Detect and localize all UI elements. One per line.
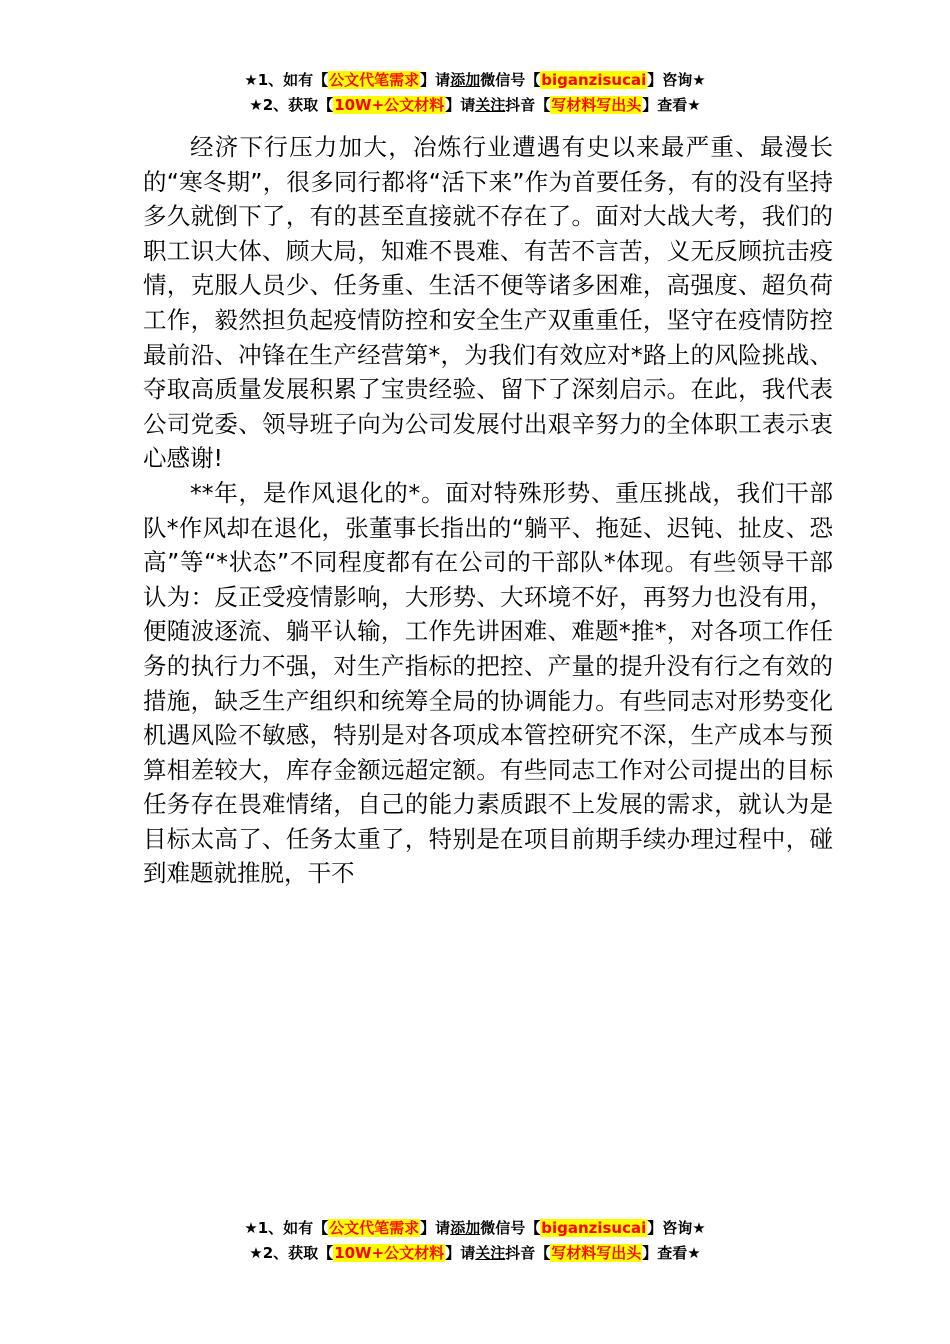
highlight-materials: 10W+公文材料	[334, 96, 445, 114]
banner-text: ★1、如有【	[244, 71, 329, 89]
banner-text: 】查看★	[642, 1244, 701, 1262]
underlined-text: 关注	[475, 1244, 506, 1262]
underlined-text: 关注	[475, 96, 506, 114]
banner-text: 微信号【	[480, 71, 541, 89]
banner-text: 】查看★	[642, 96, 701, 114]
banner-text: ★2、获取【	[249, 1244, 334, 1262]
header-banner	[0, 68, 950, 118]
paragraph: 经济下行压力加大，冶炼行业遭遇有史以来最严重、最漫长的“寒冬期”，很多同行都将“活下来”作为首要任务，有的没有坚持多久就倒下了，有的甚至直接就不存在了。面对大战大考，我们的职工识大体、顾大局，知难不畏难、有苦不言苦，义无反顾抗击疫情，克服人员少、任务重、生活不便等诸多困难，高强度、超负荷工作，毅然担负起疫情防控和安全生产双重重任，坚守在疫情防控最前沿、冲锋在生产经营第*，为我们有效应对*路上的风险挑战、夺取高质量发展积累了宝贵经验、留下了深刻启示。在此，我代表公司党委、领导班子向为公司发展付出艰辛努力的全体职工表示衷心感谢!	[143, 133, 833, 473]
banner-text: 抖音【	[505, 96, 551, 114]
banner-line-2	[0, 1241, 950, 1266]
banner-text: 】请	[445, 96, 476, 114]
banner-text: 微信号【	[480, 1219, 541, 1237]
footer-banner	[0, 1216, 950, 1266]
banner-text: 抖音【	[505, 1244, 551, 1262]
banner-text: ★1、如有【	[244, 1219, 329, 1237]
underlined-text: 添加	[450, 71, 481, 89]
banner-text: 】咨询★	[647, 1219, 706, 1237]
banner-text: 】请	[445, 1244, 476, 1262]
document-body	[143, 130, 833, 891]
underlined-text: 添加	[450, 1219, 481, 1237]
banner-line-1	[0, 68, 950, 93]
highlight-douyin-account: 写材料写出头	[551, 1244, 642, 1262]
banner-line-2	[0, 93, 950, 118]
banner-line-1	[0, 1216, 950, 1241]
banner-text: ★2、获取【	[249, 96, 334, 114]
banner-text: 】请	[420, 1219, 451, 1237]
highlight-service: 公文代笔需求	[329, 1219, 420, 1237]
banner-text: 】咨询★	[647, 71, 706, 89]
highlight-service: 公文代笔需求	[329, 71, 420, 89]
banner-text: 】请	[420, 71, 451, 89]
highlight-douyin-account: 写材料写出头	[551, 96, 642, 114]
highlight-wechat-id: biganzisucai	[541, 1219, 647, 1237]
paragraph: **年，是作风退化的*。面对特殊形势、重压挑战，我们干部队*作风却在退化，张董事长指出的“躺平、拖延、迟钝、扯皮、恐高”等“*状态”不同程度都有在公司的干部队*体现。有些领导干部认为：反正受疫情影响，大形势、大环境不好，再努力也没有用，便随波逐流、躺平认输，工作先讲困难、难题*推*，对各项工作任务的执行力不强，对生产指标的把控、产量的提升没有行之有效的措施，缺乏生产组织和统筹全局的协调能力。有些同志对形势变化机遇风险不敏感，特别是对各项成本管控研究不深，生产成本与预算相差较大，库存金额远超定额。有些同志工作对公司提出的目标任务存在畏难情绪，自己的能力素质跟不上发展的需求，就认为是目标太高了、任务太重了，特别是在项目前期手续办理过程中，碰到难题就推脱，干不	[143, 478, 833, 888]
highlight-materials: 10W+公文材料	[334, 1244, 445, 1262]
highlight-wechat-id: biganzisucai	[541, 71, 647, 89]
